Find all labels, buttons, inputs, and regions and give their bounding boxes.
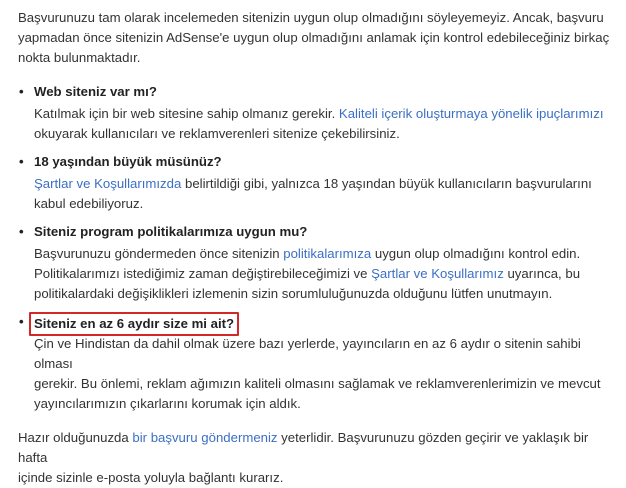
body-text: belirtildiği gibi, yalnızca 18 yaşından büyük kullanıcıların başvurularını [181, 176, 592, 191]
requirement-website [18, 82, 620, 144]
body-text: politikalardaki değişiklikleri izlemenin sizin sorumluluğunuzda olduğunu lütfen unutmayın. [34, 286, 553, 301]
requirement-policies [18, 222, 620, 304]
body-text: yayıncılarımızın çıkarlarını korumak için aldık. [34, 396, 301, 411]
requirement-body [34, 334, 620, 414]
requirement-age [18, 152, 620, 214]
requirement-title: 18 yaşından büyük müsünüz? [34, 154, 222, 169]
body-text: uyarınca, bu [503, 266, 581, 281]
requirement-body [34, 244, 620, 304]
body-text: gerekir. Bu önlemi, reklam ağımızın kaliteli olmasını sağlamak ve reklamverenlerimizin ve mevcut [34, 376, 601, 391]
policies-link[interactable]: politikalarımıza [283, 246, 372, 261]
body-text: Başvurunuzu göndermeden önce sitenizin [34, 246, 284, 261]
requirement-title: Siteniz program politikalarımıza uygun mu? [34, 224, 308, 239]
intro-line: yapmadan önce sitenizin AdSense'e uygun olup olmadığını anlamak için kontrol edebileceğiniz birkaç [18, 30, 610, 45]
terms-link[interactable]: Şartlar ve Koşullarımız [371, 266, 504, 281]
bullet-icon: • [19, 84, 24, 99]
body-text: Katılmak için bir web sitesine sahip olmanız gerekir. [34, 106, 339, 121]
requirement-body [34, 174, 620, 214]
requirement-ownership [18, 312, 620, 414]
submit-application-link[interactable]: bir başvuru göndermeniz [132, 430, 278, 445]
body-text: Çin ve Hindistan da dahil olmak üzere bazı yerlerde, yayıncıların en az 6 aydır o sitenin sahibi olması [34, 336, 581, 371]
outro-paragraph [18, 428, 620, 488]
requirement-body [34, 104, 620, 144]
body-text: içinde sizinle e-posta yoluyla bağlantı kurarız. [18, 470, 284, 485]
body-text: uygun olup olmadığını kontrol edin. [371, 246, 581, 261]
bullet-icon: • [19, 314, 24, 329]
intro-line: nokta bulunmaktadır. [18, 50, 141, 65]
bullet-icon: • [19, 154, 24, 169]
intro-line: Başvurunuzu tam olarak incelemeden sitenizin uygun olup olmadığını söyleyemeyiz. Ancak, başvuru [18, 10, 604, 25]
requirement-title: Web siteniz var mı? [34, 84, 157, 99]
bullet-icon: • [19, 224, 24, 239]
body-text: Hazır olduğunuzda [18, 430, 133, 445]
content-tips-link[interactable]: Kaliteli içerik oluşturmaya yönelik ipuçlarımızı [338, 106, 604, 121]
body-text: okuyarak kullanıcıları ve reklamverenleri sitenize çekebilirsiniz. [34, 126, 400, 141]
highlighted-requirement-title: Siteniz en az 6 aydır size mi ait? [29, 312, 239, 336]
intro-paragraph [18, 8, 620, 68]
body-text: yeterlidir. Başvurunuzu gözden geçirir ve yaklaşık bir hafta [18, 430, 589, 465]
requirements-list [18, 82, 620, 414]
body-text: kabul edebiliyoruz. [34, 196, 144, 211]
body-text: Politikalarımızı istediğimiz zaman değiştirebileceğimizi ve [34, 266, 372, 281]
terms-link[interactable]: Şartlar ve Koşullarımızda [34, 176, 182, 191]
